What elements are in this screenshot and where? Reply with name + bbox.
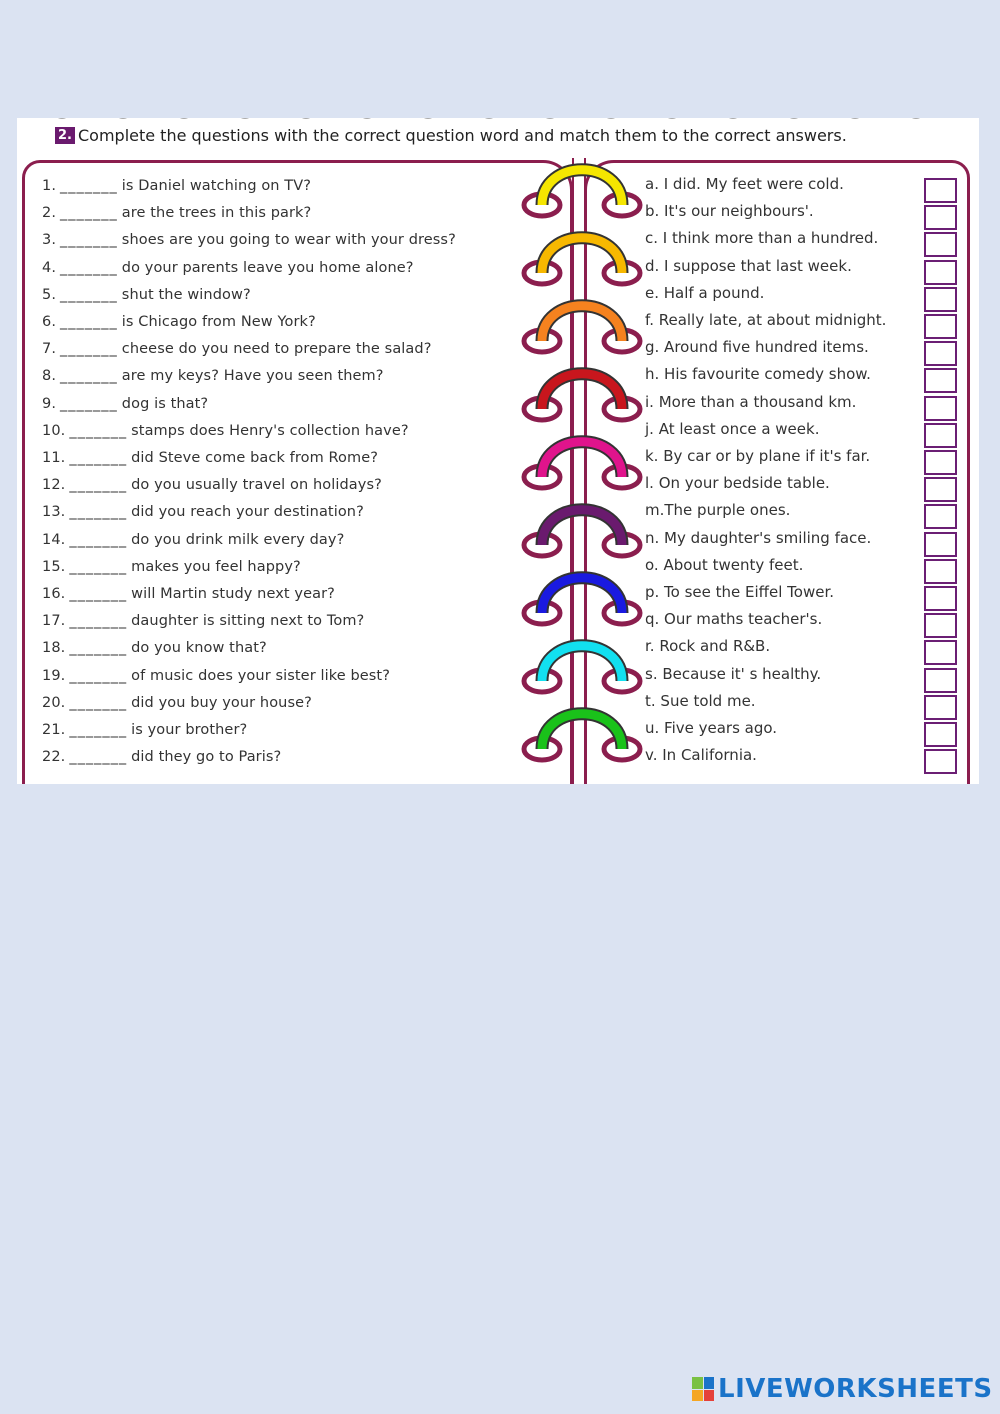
question-row: [42, 178, 311, 194]
question-word-blank[interactable]: _______: [69, 504, 128, 521]
question-word-blank[interactable]: _______: [69, 477, 128, 494]
question-row: [42, 532, 344, 548]
question-text: will Martin study next year?: [131, 586, 335, 602]
question-row: [42, 287, 251, 303]
answer-letter-box[interactable]: [924, 341, 957, 366]
question-row: [42, 695, 312, 711]
question-word-blank[interactable]: _______: [69, 749, 128, 766]
question-number: 18.: [42, 640, 66, 657]
answer-letter-box[interactable]: [924, 232, 957, 257]
question-row: [42, 423, 409, 439]
answer-option: g. Around five hundred items.: [645, 338, 869, 357]
question-number: 6.: [42, 314, 57, 330]
answer-option: n. My daughter's smiling face.: [645, 528, 872, 547]
question-text: are my keys? Have you seen them?: [121, 368, 384, 385]
answer-option: d. I suppose that last week.: [645, 256, 852, 275]
answer-letter-box[interactable]: [924, 504, 957, 529]
binder-ring: [524, 170, 640, 216]
question-number: 11.: [42, 450, 66, 466]
question-number: 10.: [42, 422, 66, 439]
answer-option: j. At least once a week.: [645, 419, 820, 438]
instruction-number: 2.: [55, 127, 75, 144]
question-word-blank[interactable]: _______: [60, 178, 118, 194]
question-text: is Chicago from New York?: [121, 314, 316, 330]
question-word-blank[interactable]: _______: [60, 341, 118, 358]
question-number: 12.: [42, 477, 66, 494]
question-word-blank[interactable]: _______: [69, 531, 128, 548]
question-number: 4.: [42, 259, 57, 276]
question-text: did they go to Paris?: [131, 749, 282, 766]
answer-option: u. Five years ago.: [645, 719, 778, 737]
question-row: [42, 749, 281, 765]
question-word-blank[interactable]: _______: [69, 586, 128, 602]
question-number: 7.: [42, 341, 57, 358]
answer-letter-box[interactable]: [924, 178, 957, 203]
answer-option: p. To see the Eiffel Tower.: [645, 583, 835, 601]
question-word-blank[interactable]: _______: [69, 722, 128, 738]
question-word-blank[interactable]: _______: [69, 694, 128, 711]
answer-option: e. Half a pound.: [645, 283, 765, 302]
binder-ring: [524, 442, 640, 488]
answer-option: t. Sue told me.: [645, 691, 756, 710]
question-row: [42, 640, 267, 656]
question-row: [42, 586, 335, 602]
answer-letter-box[interactable]: [924, 205, 957, 230]
question-text: stamps does Henry's collection have?: [131, 422, 409, 439]
question-row: [42, 368, 384, 384]
question-word-blank[interactable]: _______: [69, 558, 128, 575]
binder-rings: [512, 158, 652, 778]
question-number: 5.: [42, 286, 57, 303]
question-text: is Daniel watching on TV?: [121, 178, 312, 194]
answer-letter-box[interactable]: [924, 532, 957, 557]
answer-option: l. On your bedside table.: [645, 474, 830, 493]
answer-letter-box[interactable]: [924, 477, 957, 502]
answer-letter-box[interactable]: [924, 613, 957, 638]
left-notebook-page: [22, 160, 573, 784]
answer-option: o. About twenty feet.: [645, 555, 804, 574]
answer-option: k. By car or by plane if it's far.: [645, 447, 871, 465]
question-text: daughter is sitting next to Tom?: [131, 613, 365, 630]
question-word-blank[interactable]: _______: [69, 667, 128, 684]
question-text: do you know that?: [131, 640, 267, 657]
question-number: 9.: [42, 395, 57, 412]
answer-letter-box[interactable]: [924, 368, 957, 393]
binder-ring: [524, 238, 640, 284]
question-row: [42, 396, 208, 412]
question-text: do your parents leave you home alone?: [121, 259, 414, 276]
answer-option: b. It's our neighbours'.: [645, 202, 814, 221]
binder-ring: [524, 510, 640, 556]
question-number: 1.: [42, 178, 57, 194]
answer-letter-box[interactable]: [924, 722, 957, 747]
question-number: 16.: [42, 586, 66, 602]
question-row: [42, 504, 364, 520]
question-text: cheese do you need to prepare the salad?: [121, 341, 432, 358]
question-number: 2.: [42, 205, 57, 222]
question-word-blank[interactable]: _______: [60, 395, 118, 412]
question-word-blank[interactable]: _______: [69, 640, 128, 657]
question-row: [42, 722, 247, 738]
logo-text: LIVEWORKSHEETS: [718, 1374, 993, 1404]
question-word-blank[interactable]: _______: [60, 232, 118, 249]
question-text: did you reach your destination?: [131, 504, 364, 521]
question-row: [42, 559, 301, 575]
question-number: 22.: [42, 749, 66, 766]
question-row: [42, 314, 316, 330]
question-row: [42, 668, 390, 684]
question-text: are the trees in this park?: [121, 205, 312, 222]
answer-letter-box[interactable]: [924, 695, 957, 720]
question-text: makes you feel happy?: [131, 558, 301, 575]
question-text: shut the window?: [121, 286, 251, 303]
question-word-blank[interactable]: _______: [60, 314, 118, 330]
top-decorative-dots: [17, 118, 979, 124]
question-text: do you drink milk every day?: [131, 531, 345, 548]
answer-letter-box[interactable]: [924, 640, 957, 665]
answer-letter-box[interactable]: [924, 396, 957, 421]
question-row: [42, 205, 311, 221]
question-number: 20.: [42, 694, 66, 711]
binder-ring: [524, 646, 640, 692]
answer-option: c. I think more than a hundred.: [645, 229, 879, 248]
question-word-blank[interactable]: _______: [60, 286, 118, 303]
answer-letter-box[interactable]: [924, 586, 957, 611]
instruction: [55, 126, 847, 145]
answer-option: s. Because it' s healthy.: [645, 664, 822, 683]
question-text: did Steve come back from Rome?: [131, 450, 379, 466]
question-word-blank[interactable]: _______: [69, 450, 128, 466]
question-text: dog is that?: [121, 395, 209, 412]
question-row: [42, 477, 382, 493]
answer-letter-box[interactable]: [924, 749, 957, 774]
question-word-blank[interactable]: _______: [69, 422, 128, 439]
instruction-text: Complete the questions with the correct question word and match them to the correct answers.: [77, 126, 847, 145]
answer-option: v. In California.: [645, 746, 757, 765]
question-word-blank[interactable]: _______: [60, 368, 118, 385]
question-word-blank[interactable]: _______: [60, 259, 118, 276]
answer-option: f. Really late, at about midnight.: [645, 311, 887, 329]
binder-ring: [524, 578, 640, 624]
answer-option: a. I did. My feet were cold.: [645, 175, 844, 193]
question-number: 15.: [42, 558, 66, 575]
question-number: 17.: [42, 613, 66, 630]
answer-option: i. More than a thousand km.: [645, 392, 857, 411]
liveworksheets-logo: [692, 1372, 993, 1406]
binder-ring: [524, 714, 640, 760]
answer-letter-box[interactable]: [924, 450, 957, 475]
answer-letter-box[interactable]: [924, 314, 957, 339]
answer-option: h. His favourite comedy show.: [645, 365, 871, 384]
question-text: of music does your sister like best?: [131, 667, 391, 684]
binder-ring: [524, 306, 640, 352]
question-word-blank[interactable]: _______: [69, 613, 128, 630]
answer-letter-box[interactable]: [924, 423, 957, 448]
answer-letter-box[interactable]: [924, 287, 957, 312]
question-row: [42, 260, 414, 276]
question-number: 13.: [42, 504, 66, 521]
binder-ring: [524, 374, 640, 420]
question-word-blank[interactable]: _______: [60, 205, 118, 222]
answer-letter-box[interactable]: [924, 668, 957, 693]
question-row: [42, 450, 378, 466]
logo-icon: [692, 1377, 714, 1401]
question-row: [42, 613, 364, 629]
question-number: 8.: [42, 368, 57, 385]
question-text: did you buy your house?: [131, 694, 312, 711]
question-number: 19.: [42, 667, 66, 684]
answer-letter-box[interactable]: [924, 260, 957, 285]
question-row: [42, 232, 456, 248]
question-row: [42, 341, 432, 357]
question-number: 21.: [42, 722, 66, 738]
question-number: 3.: [42, 232, 57, 249]
question-text: do you usually travel on holidays?: [131, 477, 382, 494]
answer-letter-box[interactable]: [924, 559, 957, 584]
worksheet-page: [17, 118, 979, 784]
answer-option: q. Our maths teacher's.: [645, 610, 823, 629]
question-number: 14.: [42, 531, 66, 548]
question-text: shoes are you going to wear with your dress?: [121, 232, 456, 249]
answer-option: r. Rock and R&B.: [645, 637, 771, 656]
question-text: is your brother?: [131, 722, 248, 738]
answer-option: m.The purple ones.: [645, 501, 791, 520]
